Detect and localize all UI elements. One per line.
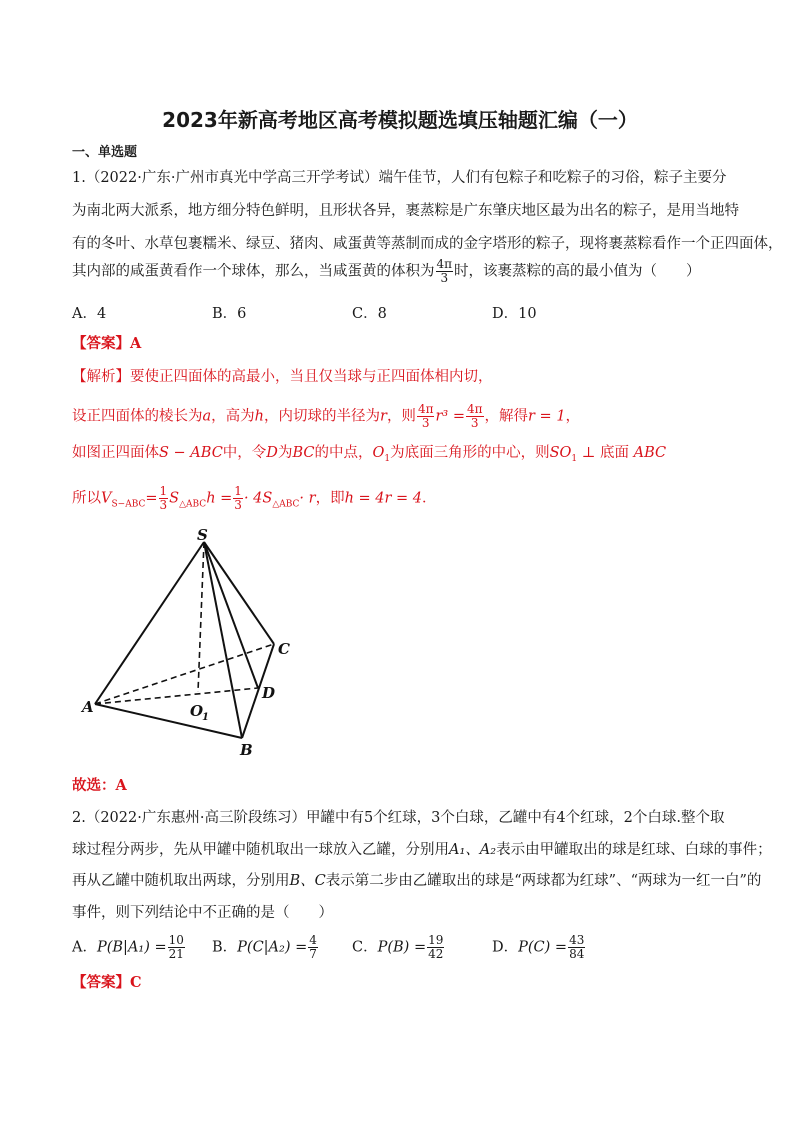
text: · r [299, 490, 316, 507]
text: ， [565, 408, 581, 425]
q1-volume-fraction [436, 258, 454, 285]
fraction-denominator: 21 [168, 947, 184, 961]
fraction-denominator: 3 [470, 416, 479, 430]
q2-option-c [352, 934, 445, 961]
fraction-numerator: 19 [428, 933, 444, 947]
segment-so1: SO [549, 445, 572, 461]
fraction [159, 485, 169, 512]
fraction-denominator: 3 [159, 498, 168, 512]
fraction-numerator: 4π [466, 402, 483, 416]
edge-ab [95, 704, 242, 738]
fraction [308, 934, 318, 961]
fraction-denominator: 3 [234, 498, 242, 512]
fraction [168, 934, 185, 961]
section-heading: 一、单选题 [72, 145, 138, 160]
option-label: A． [72, 939, 97, 956]
fraction [427, 934, 444, 961]
text: ，内切球的半径为 [264, 408, 380, 425]
edge-sd [204, 542, 258, 688]
subscript: 1 [571, 453, 578, 464]
tetrahedron-figure [80, 526, 310, 766]
q2-line-3 [72, 871, 761, 891]
option-label: C． [352, 939, 378, 956]
point-o1: O [372, 445, 385, 461]
q1-line-3: 有的冬叶、水草包裹糯米、绿豆、猪肉、咸蛋黄等蒸制而成的金字塔形的粽子，现将裹蒸粽看作一个正四面体， [72, 236, 783, 252]
q2-line-4: 事件，则下列结论中不正确的是（ ） [72, 905, 333, 921]
q1-solution-line-4 [72, 485, 437, 514]
option-label: D． [492, 939, 519, 956]
events-a: A₁、A₂ [449, 842, 497, 858]
fraction [466, 403, 484, 430]
q2-option-b [212, 934, 319, 961]
option-expr: P(C|A₂) = [237, 939, 308, 956]
text: h = [206, 490, 233, 507]
label-o1-subscript: 1 [202, 712, 209, 723]
events-bc: B、C [289, 873, 326, 889]
segment-so1 [198, 542, 204, 692]
q2-option-a [72, 934, 186, 961]
point-d: D [266, 445, 278, 461]
label-o1: O [190, 702, 204, 720]
q1-option-c: C．8 [352, 306, 387, 322]
label-c: C [278, 640, 290, 658]
fraction-numerator: 43 [569, 933, 585, 947]
fraction-numerator: 10 [168, 933, 184, 947]
label-d: D [262, 684, 276, 702]
text: 为底面三角形的中心，则 [390, 445, 550, 461]
text: ，解得 [484, 408, 529, 425]
page-title: 2023年新高考地区高考模拟题选填压轴题汇编（一） [162, 108, 638, 132]
fraction-denominator: 84 [569, 947, 585, 961]
q1-line-4-post: 时，该裹蒸粽的高的最小值为（ ） [454, 263, 701, 280]
q1-option-a: A．4 [72, 306, 107, 322]
fraction-numerator: 4π [436, 257, 453, 271]
var-r: r [380, 408, 387, 425]
fraction-numerator: 4 [309, 933, 317, 947]
subscript: △ABC [179, 499, 207, 510]
subscript: △ABC [272, 499, 300, 510]
q2-line-2 [72, 840, 772, 860]
fraction-numerator: 4π [417, 402, 434, 416]
q1-option-d: D．10 [492, 306, 537, 322]
volume-symbol: V [101, 490, 112, 507]
text: 的中点， [314, 445, 373, 461]
text: 表示第二步由乙罐取出的球是“两球都为红球”、“两球为一红一白”的 [325, 873, 762, 889]
text: 为 [277, 445, 293, 461]
q1-solution-line-3 [72, 443, 666, 469]
tetrahedron-name: S − ABC [159, 445, 223, 461]
q1-analysis: 【解析】要使正四面体的高最小，当且仅当球与正四面体相内切， [72, 369, 493, 385]
fraction-denominator: 42 [428, 947, 444, 961]
option-expr: P(C) = [518, 939, 568, 956]
text: ． [422, 490, 437, 507]
var-h: h [254, 408, 264, 425]
text: 中，令 [222, 445, 267, 461]
q1-line-1: 1.（2022·广东·广州市真光中学高三开学考试）端午佳节，人们有包粽子和吃粽子的习俗，粽子主要分 [72, 170, 727, 186]
label-a: A [82, 698, 94, 716]
q2-line-1: 2.（2022·广东惠州·高三阶段练习）甲罐中有5个红球，3个白球，乙罐中有4个红球，2个白球.整个取 [72, 810, 725, 826]
text: ，则 [386, 408, 416, 425]
fraction-denominator: 3 [440, 271, 449, 285]
fraction-numerator: 1 [234, 484, 242, 498]
subscript: S−ABC [111, 499, 146, 510]
q1-option-b: B．6 [212, 306, 247, 322]
text: 如图正四面体 [72, 445, 159, 461]
equation: r³ = [435, 408, 465, 425]
text: 设正四面体的棱长为 [72, 408, 203, 425]
q1-line-4 [72, 258, 701, 285]
var-a: a [202, 408, 212, 425]
text: ⊥ 底面 [577, 445, 634, 461]
option-expr: P(B) = [377, 939, 427, 956]
fraction [233, 485, 243, 512]
plane-abc: ABC [633, 445, 667, 461]
q1-line-2: 为南北两大派系，地方细分特色鲜明，且形状各异，裹蒸粽是广东肇庆地区最为出名的粽子，是用当地特 [72, 203, 739, 219]
q1-solution-line-2 [72, 403, 580, 430]
text: ，高为 [211, 408, 255, 425]
q2-option-d [492, 934, 586, 961]
q1-choice: 故选：A [72, 777, 127, 794]
text: 所以 [72, 490, 101, 507]
text: = [145, 490, 158, 507]
result: h = 4r = 4 [344, 490, 423, 507]
option-label: B． [212, 939, 238, 956]
text: ，即 [315, 490, 345, 507]
q1-answer: 【答案】A [72, 335, 142, 352]
edge-sa [95, 542, 204, 704]
fraction [568, 934, 585, 961]
edge-ac [95, 644, 274, 704]
fraction-denominator: 3 [421, 416, 430, 430]
label-b: B [240, 741, 253, 759]
text: 球过程分两步，先从甲罐中随机取出一球放入乙罐，分别用 [72, 842, 449, 858]
fraction-numerator: 1 [159, 484, 168, 498]
text: · 4S [243, 490, 273, 507]
q1-line-4-pre: 其内部的咸蛋黄看作一个球体，那么，当咸蛋黄的体积为 [72, 263, 435, 280]
fraction [417, 403, 435, 430]
text: 表示由甲罐取出的球是红球、白球的事件； [496, 842, 772, 858]
fraction-denominator: 7 [309, 947, 317, 961]
text: 再从乙罐中随机取出两球，分别用 [72, 873, 290, 889]
area-symbol: S [169, 490, 180, 507]
option-expr: P(B|A₁) = [96, 939, 167, 956]
subscript: 1 [384, 453, 391, 464]
segment-bc: BC [292, 445, 315, 461]
result: r = 1 [528, 408, 566, 425]
label-s: S [197, 526, 208, 544]
q2-answer: 【答案】C [72, 974, 142, 991]
